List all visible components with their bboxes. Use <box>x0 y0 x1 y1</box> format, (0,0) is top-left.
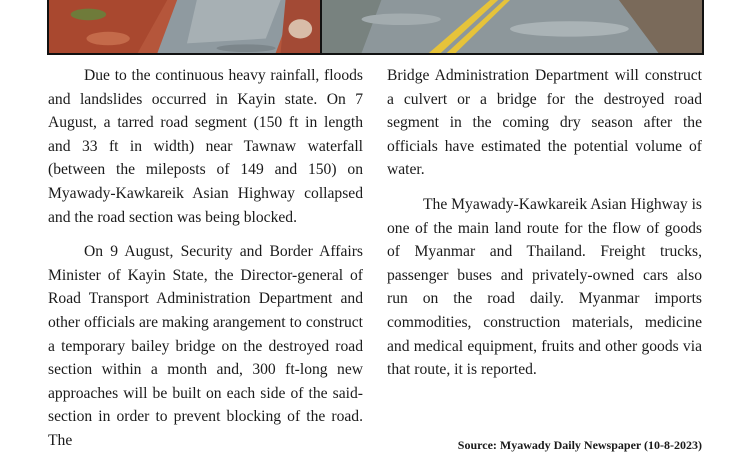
wet-highway-photo <box>320 0 704 55</box>
source-credit: Source: Myawady Daily Newspaper (10-8-2023) <box>457 438 702 452</box>
paragraph-bailey-bridge: On 9 August, Security and Border Affairs Minister of Kayin State, the Director-general of Road Transport Administration Department and other officials are making arangement to construct a temporary bailey bridge on the destroyed road section within a month and, 300 ft-long new approaches will be built on each side of the said-section in order to prevent blocking of the road. The <box>48 243 363 449</box>
photo-strip <box>47 0 704 57</box>
paragraph-trade-route: The Myawady-Kawkareik Asian Highway is one of the main land route for the flow of goods of Myanmar and Thailand. Freight trucks, passenger buses and privately-owned cars also run on the road daily. Myanmar imports commodities, construction materials, medicine and medical equipment, fruits and other goods via that route, it is reported. <box>387 195 702 379</box>
collapsed-road-photo <box>47 0 322 55</box>
right-column <box>387 64 702 393</box>
paragraph-road-collapse: Due to the continuous heavy rainfall, floods and landslides occurred in Kayin state. On 7 August, a tarred road segment (150 ft in length and 33 ft in width) near Tawnaw waterfall (between the mileposts of 149 and 150) on Myawady-Kawkareik Asian Highway collapsed and the road section was being blocked. <box>48 67 363 226</box>
paragraph-culvert-plan: Bridge Administration Department will construct a culvert or a bridge for the destroyed road segment in the coming dry season after the officials have estimated the potential volume of water. <box>387 67 702 179</box>
left-column <box>48 64 363 464</box>
